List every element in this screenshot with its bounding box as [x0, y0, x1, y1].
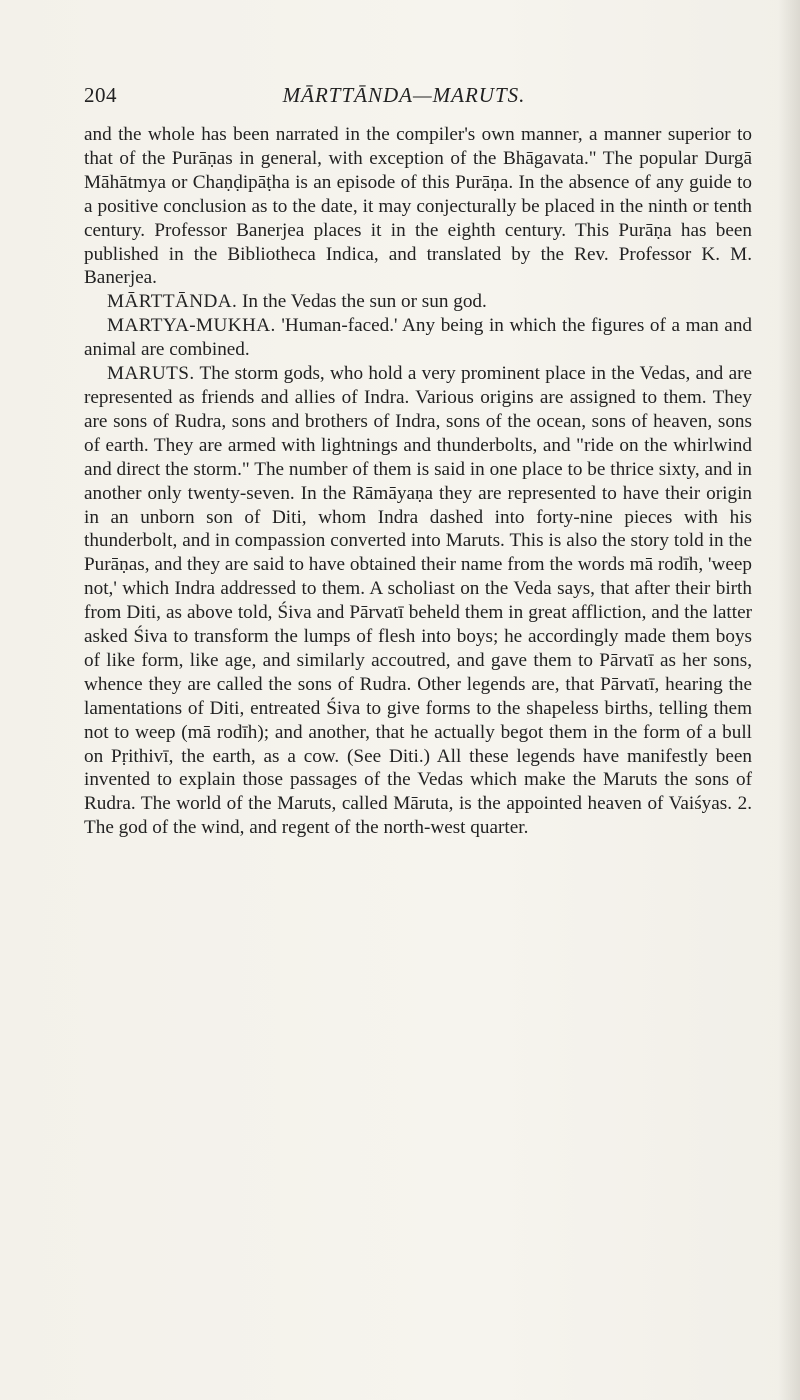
- entry-text: 'Human-faced.' Any being in which the figures of a man and animal are combined.: [84, 315, 753, 361]
- page-header: [84, 83, 744, 113]
- entry-headword: MARTYA-MUKHA.: [107, 315, 276, 337]
- page-edge-shadow: [778, 0, 800, 1400]
- entry-text: In the Vedas the sun or sun god.: [242, 291, 487, 313]
- paragraph-text: and the whole has been narrated in the compiler's own manner, a manner superior to that of the Purāṇas in general, with exception of the Bhāgavata." The popular Durgā Māhātmya or Chaṇḍipāṭha is an episode of this Purāṇa. In the absence of any guide to a positive conclusion as to the date, it may conjecturally be placed in the ninth or tenth century. Professor Banerjea places it in the eighth century. This Purāṇa has been published in the Bibliotheca Indica, and translated by the Rev. Professor K. M. Banerjea.: [84, 124, 752, 289]
- entry-maruts: [84, 362, 752, 840]
- entry-headword: MARUTS.: [107, 363, 195, 385]
- running-title: MĀRTTĀNDA—MARUTS.: [282, 83, 526, 107]
- entry-headword: MĀRTTĀNDA.: [107, 291, 238, 313]
- entry-text: The storm gods, who hold a very prominent place in the Vedas, and are represented as friends and allies of Indra. Various origins are assigned to them. They are sons of Rudra, sons and brothers of Indra, sons of the ocean, sons of heaven, sons of earth. They are armed with lightnings and thunderbolts, and "ride on the whirlwind and direct the storm." The number of them is said in one place to be thrice sixty, and in another only twenty-seven. In the Rāmāyaṇa they are represented to have their origin in an unborn son of Diti, whom Indra dashed into forty-nine pieces with his thunderbolt, and in compassion converted into Maruts. This is also the story told in the Purāṇas, and they are said to have obtained their name from the words mā rodīh, 'weep not,' which Indra addressed to them. A scholiast on the Veda says, that after their birth from Diti, as above told, Śiva and Pārvatī beheld them in great affliction, and the latter asked Śiva to transform the lumps of flesh into boys; he accordingly made them boys of like form, like age, and similarly accoutred, and gave them to Pārvatī as her sons, whence they are called the sons of Rudra. Other legends are, that Pārvatī, hearing the lamentations of Diti, entreated Śiva to give forms to the shapeless births, telling them not to weep (mā rodīh); and another, that he actually begot them in the form of a bull on Pṛithivī, the earth, as a cow. (See Diti.) All these legends have manifestly been invented to explain those passages of the Vedas which make the Maruts the sons of Rudra. The world of the Maruts, called Māruta, is the appointed heaven of Vaiśyas. 2. The god of the wind, and regent of the north-west quarter.: [84, 363, 753, 839]
- entry-marttanda: [84, 290, 752, 314]
- page-body: [84, 123, 752, 840]
- entry-martya-mukha: [84, 314, 752, 362]
- page-number: 204: [84, 83, 117, 107]
- paragraph-continuation: [84, 123, 752, 290]
